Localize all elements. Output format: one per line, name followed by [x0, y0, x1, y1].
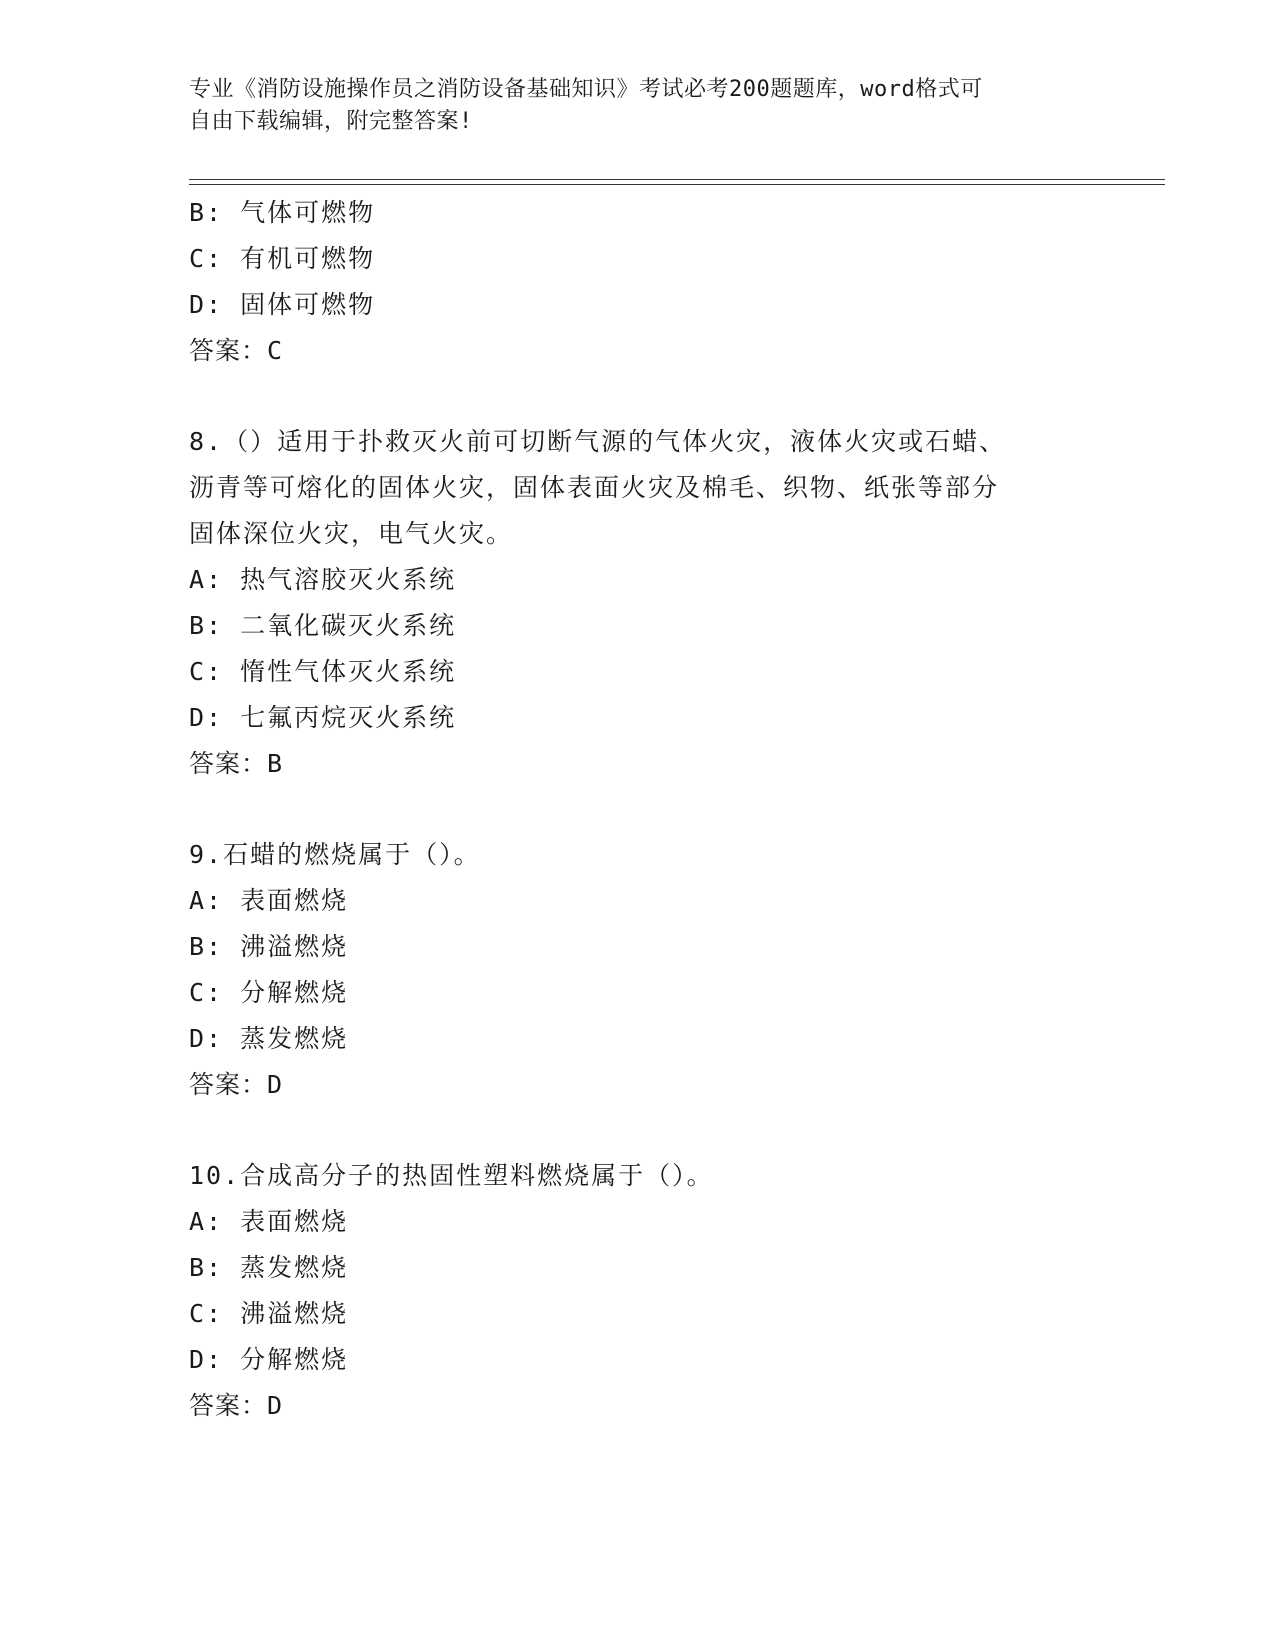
option-b: B: 沸溢燃烧	[189, 932, 349, 961]
option-d: D: 分解燃烧	[189, 1345, 349, 1374]
option-a: A: 表面燃烧	[189, 886, 349, 915]
header-line-2: 自由下载编辑，附完整答案!	[189, 109, 473, 134]
option-b: B: 蒸发燃烧	[189, 1253, 349, 1282]
header-divider-bottom	[189, 184, 1165, 185]
option-d: D: 蒸发燃烧	[189, 1024, 349, 1053]
answer: 答案：B	[189, 749, 284, 778]
option-c: C: 分解燃烧	[189, 978, 349, 1007]
option-b: B: 二氧化碳灭火系统	[189, 611, 457, 640]
question-text-line-2: 沥青等可熔化的固体火灾，固体表面火灾及棉毛、织物、纸张等部分	[189, 473, 1000, 502]
option-b: B: 气体可燃物	[189, 198, 376, 227]
option-a: A: 表面燃烧	[189, 1207, 349, 1236]
question-10	[189, 1153, 1089, 1429]
question-text-line-1: 8.（）适用于扑救灭火前可切断气源的气体火灾，液体火灾或石蜡、	[189, 427, 1007, 456]
answer: 答案：C	[189, 336, 284, 365]
option-a: A: 热气溶胶灭火系统	[189, 565, 457, 594]
header-divider-top	[189, 179, 1165, 180]
question-8	[189, 419, 1089, 787]
answer: 答案：D	[189, 1391, 284, 1420]
option-d: D: 固体可燃物	[189, 290, 376, 319]
option-c: C: 惰性气体灭火系统	[189, 657, 457, 686]
question-7	[189, 190, 1089, 374]
question-9	[189, 832, 1089, 1108]
question-list	[189, 190, 1089, 1429]
question-text: 9.石蜡的燃烧属于（）。	[189, 840, 481, 869]
option-c: C: 有机可燃物	[189, 244, 376, 273]
option-d: D: 七氟丙烷灭火系统	[189, 703, 457, 732]
option-c: C: 沸溢燃烧	[189, 1299, 349, 1328]
header-line-1: 专业《消防设施操作员之消防设备基础知识》考试必考200题题库，word格式可	[189, 77, 983, 102]
question-text: 10.合成高分子的热固性塑料燃烧属于（）。	[189, 1161, 714, 1190]
question-text-line-3: 固体深位火灾，电气火灾。	[189, 519, 514, 548]
answer: 答案：D	[189, 1070, 284, 1099]
document-header	[189, 74, 1089, 138]
